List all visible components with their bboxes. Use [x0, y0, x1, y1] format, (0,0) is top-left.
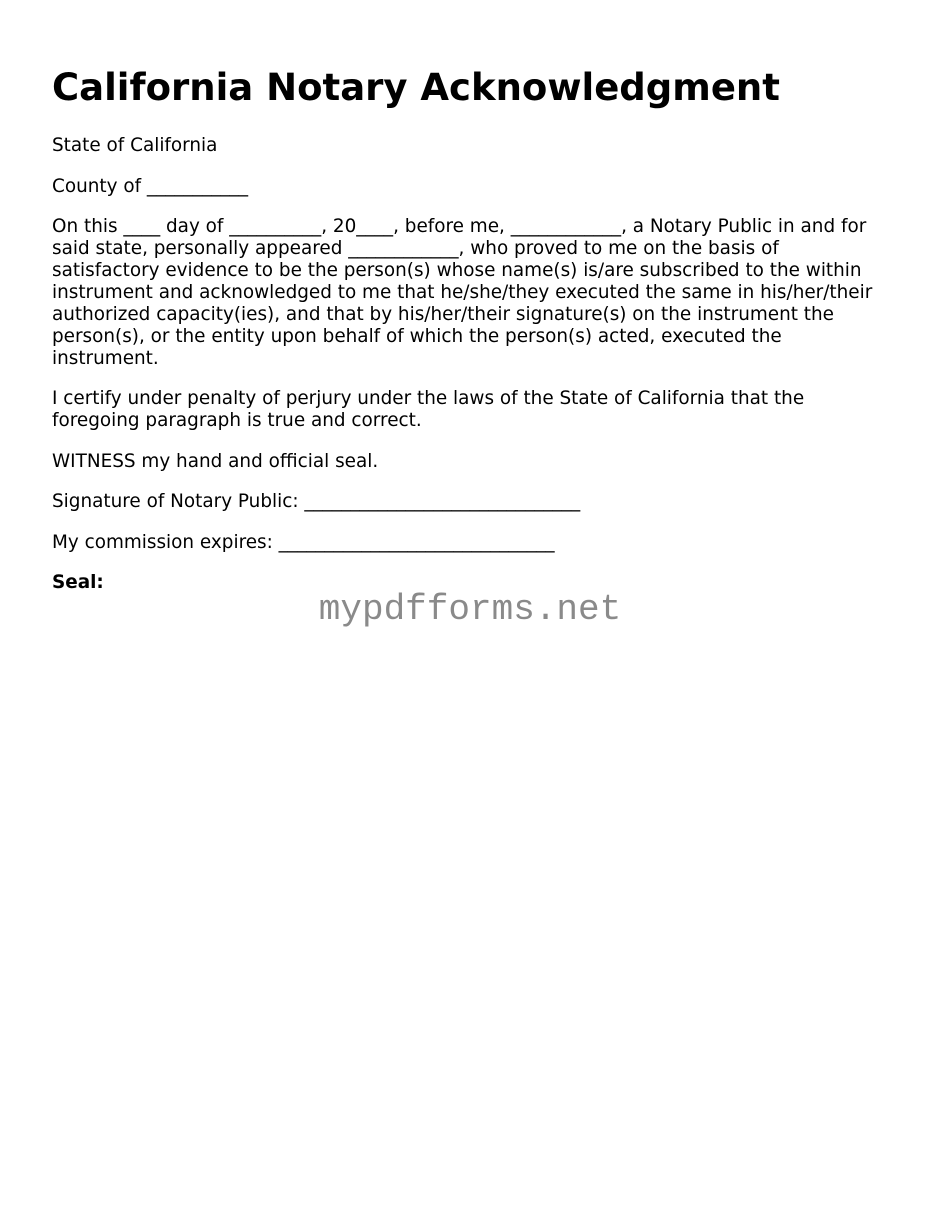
page-title: California Notary Acknowledgment: [52, 66, 780, 109]
seal-label: Seal:: [52, 572, 104, 593]
county-line: County of ___________: [52, 176, 249, 197]
acknowledgment-paragraph: On this ____ day of __________, 20____, before me, ____________, a Notary Public in and for said state, personally appeared ____________, who proved to me on the basis of satisfactory evidence to be the person(s) whose name(s) is/are subscribed to the within instrument and acknowledged to me that he/she/they executed the same in his/her/their authorized capacity(ies), and that by his/her/their signature(s) on the instrument the person(s), or the entity upon behalf of which the person(s) acted, executed the instrument.: [52, 216, 873, 369]
state-line: State of California: [52, 135, 218, 156]
notary-signature-line: Signature of Notary Public: ______________________________: [52, 491, 581, 512]
certification-paragraph: I certify under penalty of perjury under the laws of the State of California that the foregoing paragraph is true and correct.: [52, 388, 805, 431]
witness-line: WITNESS my hand and official seal.: [52, 451, 379, 472]
commission-expiry-line: My commission expires: ______________________________: [52, 532, 555, 553]
watermark: mypdfforms.net: [318, 589, 622, 630]
